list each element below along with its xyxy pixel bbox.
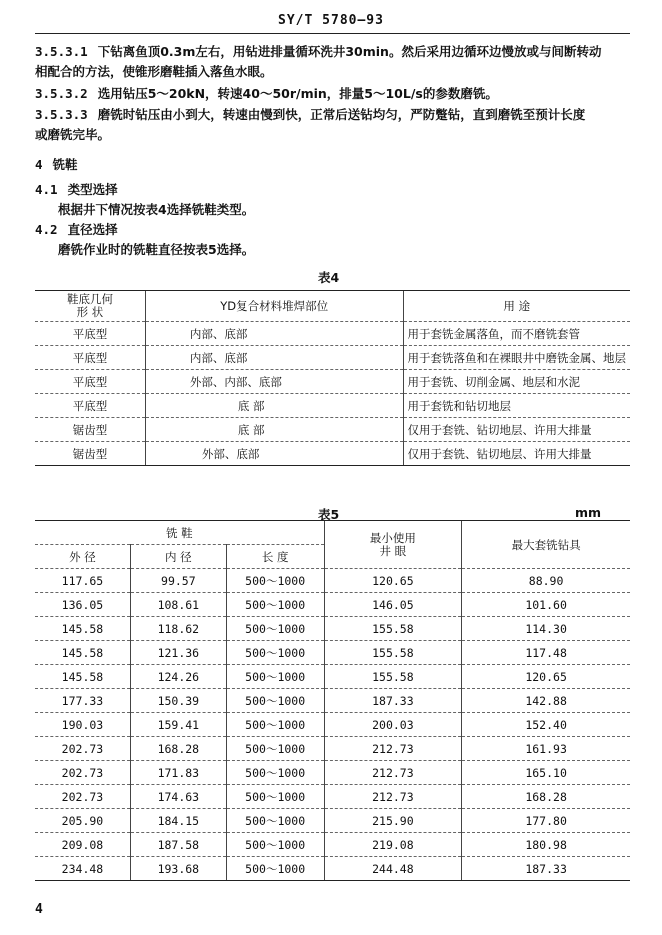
table-row [35, 641, 630, 665]
cell-tool: 117.48 [462, 641, 630, 665]
cell-id: 108.61 [130, 593, 226, 617]
cell-od: 145.58 [35, 665, 130, 689]
cell-id: 174.63 [130, 785, 226, 809]
table-row [35, 322, 630, 346]
header-shape-line2: 形 状 [76, 305, 104, 319]
table5 [35, 520, 630, 881]
table-row [35, 689, 630, 713]
table-row [35, 833, 630, 857]
cell-od: 117.65 [35, 569, 130, 593]
section-title: 铣鞋 [52, 157, 78, 172]
cell-bore: 219.08 [324, 833, 462, 857]
section-title: 直径选择 [67, 222, 118, 237]
cell-use: 用于套铣和钻切地层 [403, 394, 630, 418]
table4 [35, 290, 630, 466]
cell-od: 202.73 [35, 761, 130, 785]
table-row [35, 737, 630, 761]
cell-od: 202.73 [35, 737, 130, 761]
cell-shape: 平底型 [35, 322, 145, 346]
page-number: 4 [35, 902, 43, 917]
header-od: 外 径 [35, 545, 130, 569]
cell-tool: 187.33 [462, 857, 630, 881]
cell-od: 177.33 [35, 689, 130, 713]
header-min-bore-line2: 井 眼 [379, 543, 407, 558]
cell-id: 187.58 [130, 833, 226, 857]
clause-text-cont: 相配合的方法，使锥形磨鞋插入落鱼水眼。 [35, 64, 273, 79]
cell-tool: 101.60 [462, 593, 630, 617]
section-number: 4 [35, 157, 43, 172]
cell-position: 外部、底部 [145, 442, 403, 466]
cell-od: 190.03 [35, 713, 130, 737]
clause-number: 3.5.3.2 [35, 86, 88, 101]
table4-caption: 表4 [318, 270, 340, 285]
table-row [35, 346, 630, 370]
cell-id: 168.28 [130, 737, 226, 761]
header-max-tool: 最大套铣钻具 [462, 521, 630, 569]
header-id: 内 径 [130, 545, 226, 569]
cell-tool: 168.28 [462, 785, 630, 809]
body-text: 根据井下情况按表4选择铣鞋类型。 [58, 202, 255, 217]
cell-bore: 212.73 [324, 785, 462, 809]
section-number: 4.1 [35, 182, 58, 197]
cell-position: 底 部 [145, 394, 403, 418]
cell-length: 500～1000 [226, 833, 324, 857]
table-header-row [35, 521, 630, 545]
cell-length: 500～1000 [226, 761, 324, 785]
cell-position: 外部、内部、底部 [145, 370, 403, 394]
cell-length: 500～1000 [226, 713, 324, 737]
section-4-2-text [58, 240, 648, 260]
cell-od: 145.58 [35, 617, 130, 641]
table-row [35, 442, 630, 466]
table-row [35, 569, 630, 593]
clause-text: 磨铣时钻压由小到大，转速由慢到快，正常后送钻均匀，严防蹩钻，直到磨铣至预计长度 [97, 107, 586, 122]
cell-shape: 平底型 [35, 370, 145, 394]
cell-length: 500～1000 [226, 569, 324, 593]
header-min-bore [324, 521, 462, 569]
cell-od: 145.58 [35, 641, 130, 665]
cell-tool: 165.10 [462, 761, 630, 785]
section-title: 类型选择 [67, 182, 118, 197]
cell-bore: 212.73 [324, 761, 462, 785]
cell-id: 118.62 [130, 617, 226, 641]
clause-3-5-3-3 [35, 105, 625, 145]
cell-od: 136.05 [35, 593, 130, 617]
cell-length: 500～1000 [226, 641, 324, 665]
section-4-heading [35, 155, 625, 175]
cell-shape: 平底型 [35, 346, 145, 370]
cell-tool: 88.90 [462, 569, 630, 593]
table-row [35, 785, 630, 809]
clause-3-5-3-2 [35, 84, 625, 104]
table-row [35, 617, 630, 641]
table-row [35, 713, 630, 737]
cell-length: 500～1000 [226, 809, 324, 833]
cell-id: 99.57 [130, 569, 226, 593]
cell-od: 205.90 [35, 809, 130, 833]
cell-tool: 161.93 [462, 737, 630, 761]
cell-id: 159.41 [130, 713, 226, 737]
cell-id: 193.68 [130, 857, 226, 881]
header-length: 长 度 [226, 545, 324, 569]
header-rule [35, 33, 630, 34]
cell-shape: 平底型 [35, 394, 145, 418]
cell-bore: 187.33 [324, 689, 462, 713]
table-row [35, 394, 630, 418]
table-row [35, 370, 630, 394]
cell-length: 500～1000 [226, 785, 324, 809]
cell-tool: 152.40 [462, 713, 630, 737]
cell-bore: 212.73 [324, 737, 462, 761]
cell-shape: 锯齿型 [35, 418, 145, 442]
cell-bore: 120.65 [324, 569, 462, 593]
header-mill-shoe: 铣 鞋 [35, 521, 324, 545]
table-row [35, 665, 630, 689]
cell-od: 202.73 [35, 785, 130, 809]
cell-use: 仅用于套铣、钻切地层、许用大排量 [403, 418, 630, 442]
header-shape [35, 291, 145, 322]
body-text: 磨铣作业时的铣鞋直径按表5选择。 [58, 242, 255, 257]
cell-id: 121.36 [130, 641, 226, 665]
cell-length: 500～1000 [226, 857, 324, 881]
cell-id: 171.83 [130, 761, 226, 785]
table-row [35, 857, 630, 881]
clause-number: 3.5.3.3 [35, 107, 88, 122]
section-number: 4.2 [35, 222, 58, 237]
cell-tool: 177.80 [462, 809, 630, 833]
header-position: YD复合材料堆焊部位 [145, 291, 403, 322]
cell-position: 内部、底部 [145, 322, 403, 346]
cell-position: 内部、底部 [145, 346, 403, 370]
cell-use: 用于套铣落鱼和在裸眼井中磨铣金属、地层 [403, 346, 630, 370]
section-4-1-heading [35, 180, 625, 200]
cell-bore: 155.58 [324, 641, 462, 665]
cell-bore: 146.05 [324, 593, 462, 617]
cell-position: 底 部 [145, 418, 403, 442]
cell-tool: 180.98 [462, 833, 630, 857]
cell-length: 500～1000 [226, 617, 324, 641]
clause-number: 3.5.3.1 [35, 44, 88, 59]
cell-bore: 155.58 [324, 617, 462, 641]
cell-length: 500～1000 [226, 689, 324, 713]
table5-unit: mm [575, 505, 602, 520]
cell-bore: 244.48 [324, 857, 462, 881]
clause-text: 下钻离鱼顶0.3m左右，用钻进排量循环洗井30min。然后采用边循环边慢放或与间断转动 [97, 44, 602, 59]
cell-id: 150.39 [130, 689, 226, 713]
header-use: 用 途 [403, 291, 630, 322]
cell-od: 209.08 [35, 833, 130, 857]
cell-tool: 142.88 [462, 689, 630, 713]
table-row [35, 418, 630, 442]
cell-shape: 锯齿型 [35, 442, 145, 466]
table-row [35, 593, 630, 617]
cell-use: 仅用于套铣、钻切地层、许用大排量 [403, 442, 630, 466]
cell-length: 500～1000 [226, 593, 324, 617]
header-min-bore-line1: 最小使用 [369, 530, 416, 545]
cell-length: 500～1000 [226, 737, 324, 761]
clause-text: 选用钻压5～20kN，转速40～50r/min，排量5～10L/s的参数磨铣。 [97, 86, 498, 101]
cell-tool: 114.30 [462, 617, 630, 641]
clause-text-cont: 或磨铣完毕。 [35, 127, 111, 142]
table-row [35, 809, 630, 833]
clause-3-5-3-1 [35, 42, 625, 82]
cell-od: 234.48 [35, 857, 130, 881]
cell-use: 用于套铣金属落鱼，而不磨铣套管 [403, 322, 630, 346]
header-shape-line1: 鞋底几何 [66, 292, 113, 306]
cell-bore: 155.58 [324, 665, 462, 689]
cell-id: 184.15 [130, 809, 226, 833]
document-code: SY/T 5780—93 [278, 13, 384, 28]
section-4-2-heading [35, 220, 625, 240]
cell-bore: 215.90 [324, 809, 462, 833]
cell-length: 500～1000 [226, 665, 324, 689]
table-row [35, 761, 630, 785]
cell-id: 124.26 [130, 665, 226, 689]
cell-use: 用于套铣、切削金属、地层和水泥 [403, 370, 630, 394]
section-4-1-text [58, 200, 648, 220]
cell-tool: 120.65 [462, 665, 630, 689]
cell-bore: 200.03 [324, 713, 462, 737]
table-header-row [35, 291, 630, 322]
table5-caption: 表5 [318, 507, 340, 522]
